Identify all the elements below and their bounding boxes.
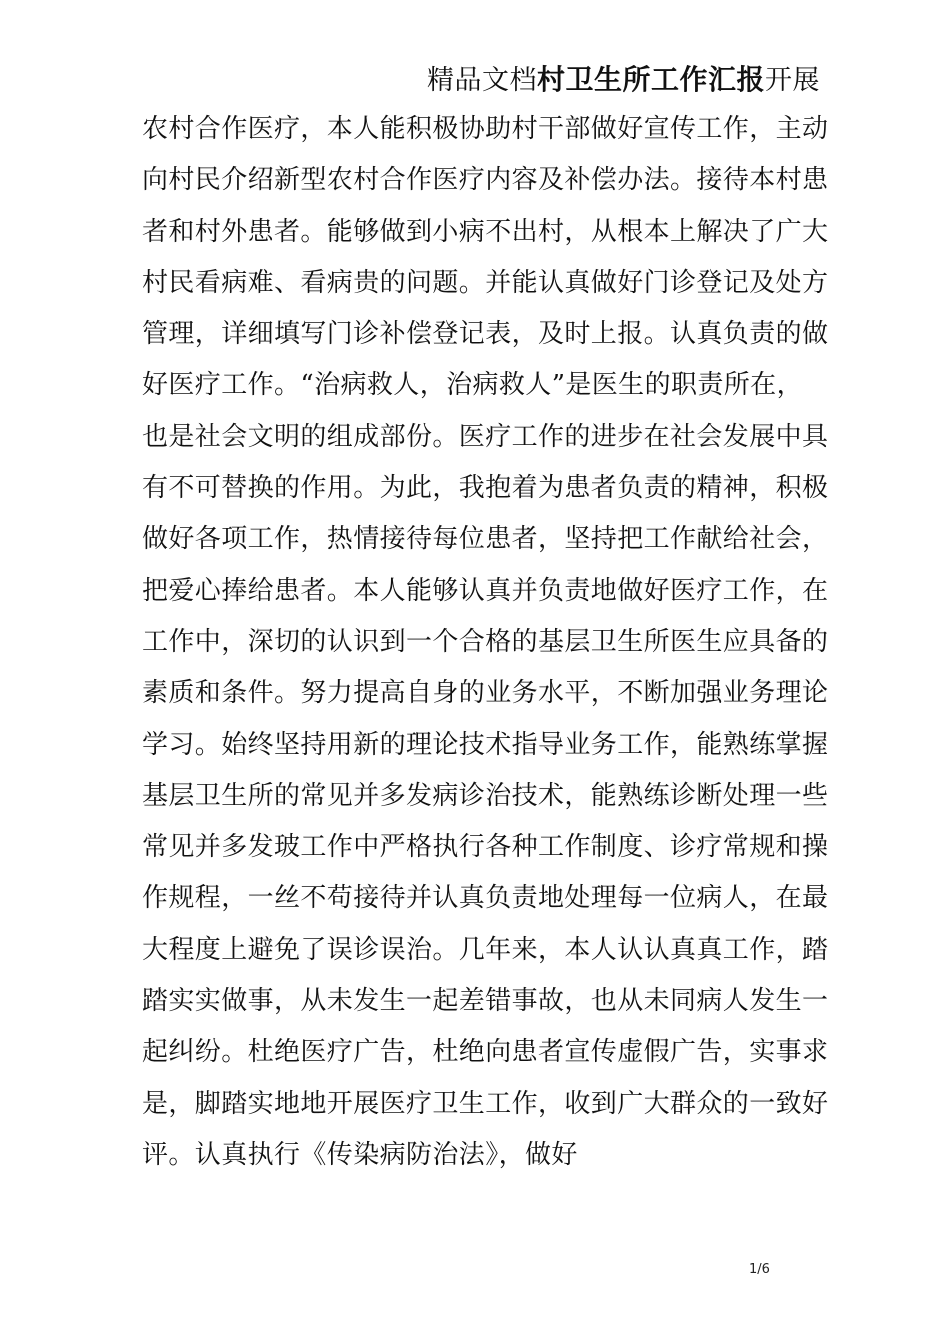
text-line: 踏实实做事，从未发生一起差错事故，也从未同病人发生一 (142, 986, 829, 1017)
text-line: 管理，详细填写门诊补偿登记表，及时上报。认真负责的做 (142, 319, 829, 350)
text-line: 评。认真执行《传染病防治法》，做好 (142, 1139, 578, 1170)
text-line: 作规程，一丝不苟接待并认真负责地处理每一位病人，在最 (142, 883, 829, 914)
text-line: 者和村外患者。能够做到小病不出村，从根本上解决了广大 (142, 216, 829, 247)
text-line: 工作中，深切的认识到一个合格的基层卫生所医生应具备的 (142, 626, 829, 657)
text-line: 起纠纷。杜绝医疗广告，杜绝向患者宣传虚假广告，实事求 (142, 1037, 829, 1068)
document-header (427, 60, 820, 101)
text-line: 大程度上避免了误诊误治。几年来，本人认认真真工作，踏 (142, 934, 829, 965)
document-title: 村卫生所工作汇报 (536, 63, 765, 96)
text-line: 也是社会文明的组成部份。医疗工作的进步在社会发展中具 (142, 421, 829, 452)
text-line: 向村民介绍新型农村合作医疗内容及补偿办法。接待本村患 (142, 165, 829, 196)
text-line: 学习。始终坚持用新的理论技术指导业务工作，能熟练掌握 (142, 729, 829, 760)
body-text (142, 104, 832, 1181)
text-line: 素质和条件。努力提高自身的业务水平，不断加强业务理论 (142, 678, 829, 709)
text-line: 有不可替换的作用。为此，我抱着为患者负责的精神，积极 (142, 473, 829, 504)
text-line: 村民看病难、看病贵的问题。并能认真做好门诊登记及处方 (142, 267, 829, 298)
text-line: 基层卫生所的常见并多发病诊治技术，能熟练诊断处理一些 (142, 780, 829, 811)
text-line: 做好各项工作，热情接待每位患者，坚持把工作献给社会， (142, 524, 829, 555)
text-line: 农村合作医疗，本人能积极协助村干部做好宣传工作，主动 (142, 114, 829, 144)
text-line: 常见并多发玻工作中严格执行各种工作制度、诊疗常规和操 (142, 832, 829, 863)
page-number: 1/6 (749, 1262, 770, 1277)
text-line: 把爱心捧给患者。本人能够认真并负责地做好医疗工作，在 (142, 575, 829, 606)
header-prefix: 精品文档 (426, 65, 537, 96)
text-line: 好医疗工作。“治病救人，治病救人”是医生的职责所在， (142, 370, 803, 401)
text-line: 是，脚踏实地地开展医疗卫生工作，收到广大群众的一致好 (142, 1088, 829, 1119)
header-suffix: 开展 (765, 65, 820, 96)
